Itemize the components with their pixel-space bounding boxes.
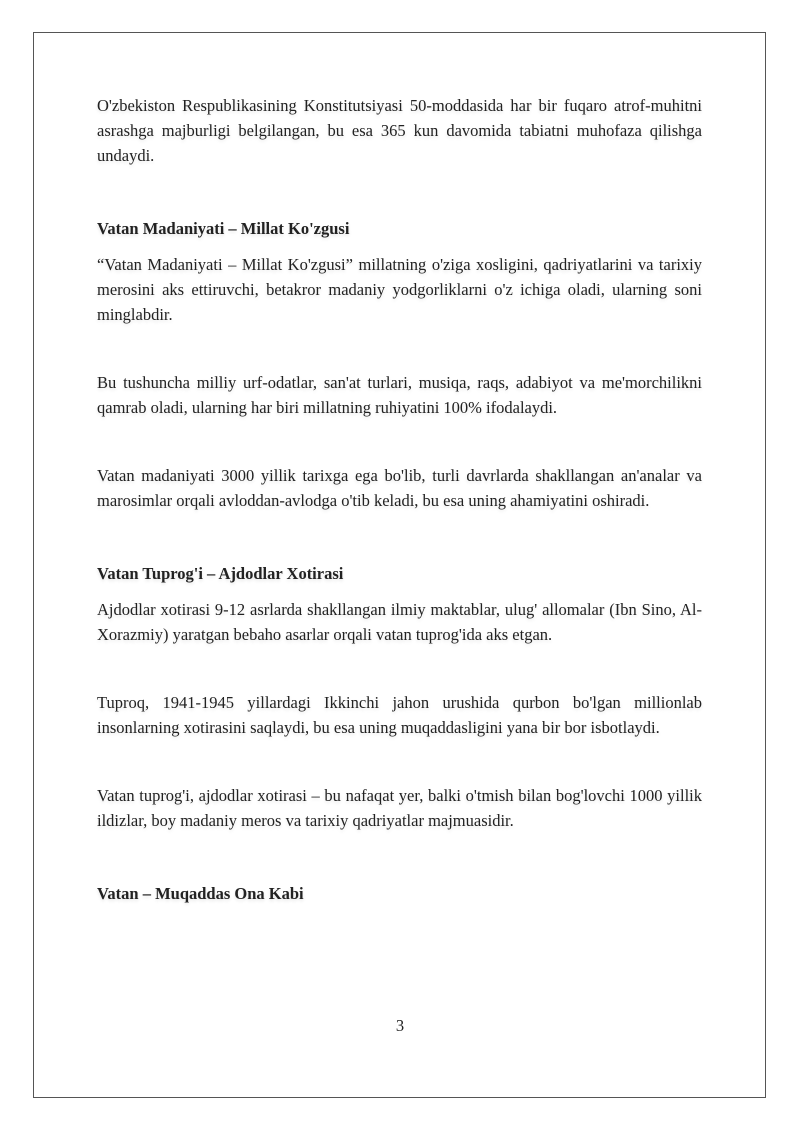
- paragraph-culture-traditions: Bu tushuncha milliy urf-odatlar, san'at turlari, musiqa, raqs, adabiyot va me'morchilikni qamrab oladi, ularning har biri millatning ruhiyatini 100% ifodalaydi.: [97, 373, 702, 417]
- document-body: [97, 93, 702, 906]
- paragraph-culture-history: Vatan madaniyati 3000 yillik tarixga ega bo'lib, turli davrlarda shakllangan an'analar va marosimlar orqali avloddan-avlodga o'tib keladi, bu esa uning ahamiyatini oshiradi.: [97, 466, 702, 510]
- paragraph-soil-scholars: Ajdodlar xotirasi 9-12 asrlarda shakllangan ilmiy maktablar, ulug' allomalar (Ibn Sino, Al-Xorazmiy) yaratgan bebaho asarlar orqali vatan tuprog'ida aks etgan.: [97, 600, 702, 644]
- paragraph-soil-war-memory: Tuproq, 1941-1945 yillardagi Ikkinchi jahon urushida qurbon bo'lgan millionlab insonlarning xotirasini saqlaydi, bu esa uning muqaddasligini yana bir bor isbotlaydi.: [97, 693, 702, 737]
- heading-culture: Vatan Madaniyati – Millat Ko'zgusi: [97, 219, 350, 238]
- heading-mother: Vatan – Muqaddas Ona Kabi: [97, 884, 304, 903]
- paragraph-constitution: O'zbekiston Respublikasining Konstitutsiyasi 50-moddasida har bir fuqaro atrof-muhitni asrashga majburligi belgilangan, bu esa 365 kun davomida tabiatni muhofaza qilishga undaydi.: [97, 96, 702, 165]
- heading-soil: Vatan Tuprog'i – Ajdodlar Xotirasi: [97, 564, 344, 583]
- paragraph-soil-roots: Vatan tuprog'i, ajdodlar xotirasi – bu nafaqat yer, balki o'tmish bilan bog'lovchi 1000 yillik ildizlar, boy madaniy meros va tarixiy qadriyatlar majmuasidir.: [97, 786, 702, 830]
- paragraph-culture-intro: “Vatan Madaniyati – Millat Ko'zgusi” millatning o'ziga xosligini, qadriyatlarini va tarixiy merosini aks ettiruvchi, betakror madaniy yodgorliklarni o'z ichiga oladi, ularning soni minglabdir.: [97, 255, 702, 324]
- page-number: 3: [395, 1016, 405, 1035]
